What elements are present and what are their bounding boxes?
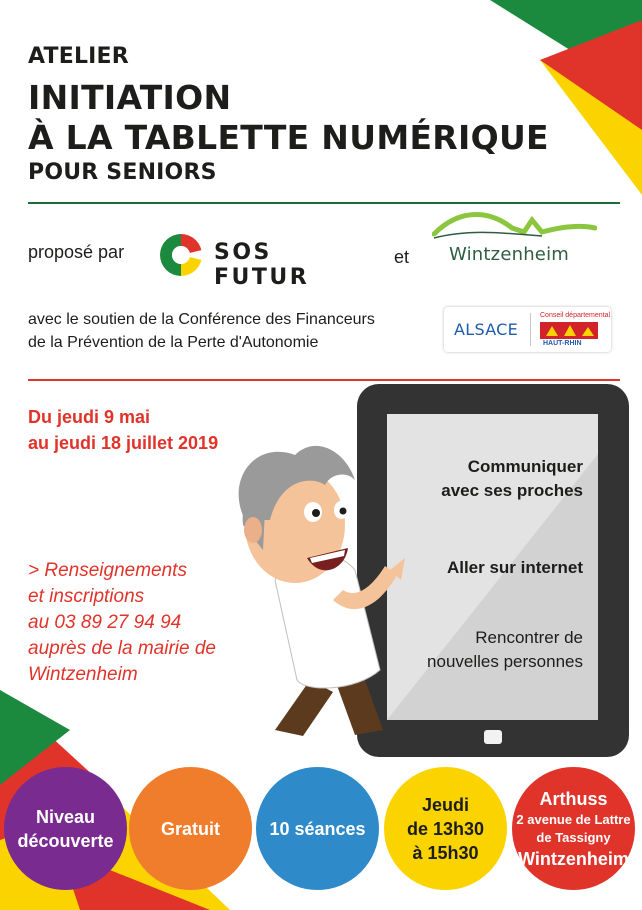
circle-schedule-line-1: Jeudi: [421, 794, 469, 815]
circle-level-line-1: Niveau: [35, 806, 95, 827]
support-line-1: avec le soutien de la Conférence des Financeurs: [28, 311, 375, 328]
circle-schedule-line-2: de 13h30: [406, 818, 485, 839]
wintzenheim-hills-icon: [432, 208, 597, 244]
info-phone: au 03 89 27 94 94: [28, 612, 182, 633]
tablet-item-meet: [427, 626, 583, 674]
tablet-item-meet-line-1: Rencontrer de: [475, 628, 583, 647]
dates-block: [28, 404, 218, 456]
and-label: et: [394, 247, 410, 267]
circle-location: [512, 767, 635, 890]
wintzenheim-logo: [432, 208, 597, 270]
info-line-2: et inscriptions: [28, 586, 145, 607]
alsace-separator: [530, 313, 531, 346]
sos-futur-text: SOS FUTUR: [214, 240, 310, 290]
support-line-2: de la Prévention de la Perte d'Autonomie: [28, 334, 319, 351]
dates-line-1: Du jeudi 9 mai: [28, 407, 151, 427]
circle-sessions: [256, 767, 379, 890]
cartoon-person-illustration: [215, 430, 425, 745]
circle-schedule: [384, 767, 507, 890]
circle-level: [4, 767, 127, 890]
tablet-item-communicate: [441, 455, 583, 503]
wintzenheim-text: Wintzenheim: [449, 244, 570, 265]
divider-red: [28, 379, 620, 381]
tablet-item-communicate-line-2: avec ses proches: [441, 481, 583, 500]
circle-location-address-1: 2 avenue de Lattre: [516, 811, 631, 827]
proposed-by-label: proposé par: [28, 242, 125, 262]
info-block: [28, 558, 216, 688]
tablet-item-communicate-line-1: Communiquer: [467, 457, 583, 476]
title-block: [28, 44, 549, 186]
conseil-departemental-label: Conseil départemental: [540, 312, 611, 319]
circle-free: [129, 767, 252, 890]
tablet-item-meet-line-2: nouvelles personnes: [427, 652, 583, 671]
circle-location-address-2: de Tassigny: [536, 829, 611, 845]
alsace-text: ALSACE: [454, 320, 519, 339]
alsace-logo: [444, 307, 611, 352]
support-text: [28, 308, 375, 354]
circle-schedule-line-3: à 15h30: [412, 842, 479, 863]
title-line-2: À LA TABLETTE NUMÉRIQUE: [28, 118, 549, 157]
info-line-4: auprès de la mairie de: [28, 638, 216, 659]
circle-free-text: Gratuit: [160, 818, 220, 839]
circle-location-venue: Arthuss: [539, 788, 608, 809]
circle-location-city: Wintzenheim: [518, 848, 629, 869]
tablet-item-internet: Aller sur internet: [446, 558, 583, 577]
title-line-3: POUR SENIORS: [28, 160, 217, 185]
sos-futur-logo: [158, 232, 373, 290]
info-line-1: > Renseignements: [28, 560, 187, 581]
divider-green: [28, 202, 620, 204]
haut-rhin-text: HAUT-RHIN: [543, 340, 582, 347]
circle-level-line-2: découverte: [17, 830, 114, 851]
atelier-label: ATELIER: [28, 44, 129, 69]
dates-line-2: au jeudi 18 juillet 2019: [28, 433, 219, 453]
info-line-5: Wintzenheim: [28, 664, 138, 685]
tablet-home-button: [484, 730, 502, 744]
sos-futur-icon: [158, 232, 204, 278]
title-line-1: INITIATION: [28, 78, 232, 117]
circle-sessions-text: 10 séances: [269, 818, 366, 839]
